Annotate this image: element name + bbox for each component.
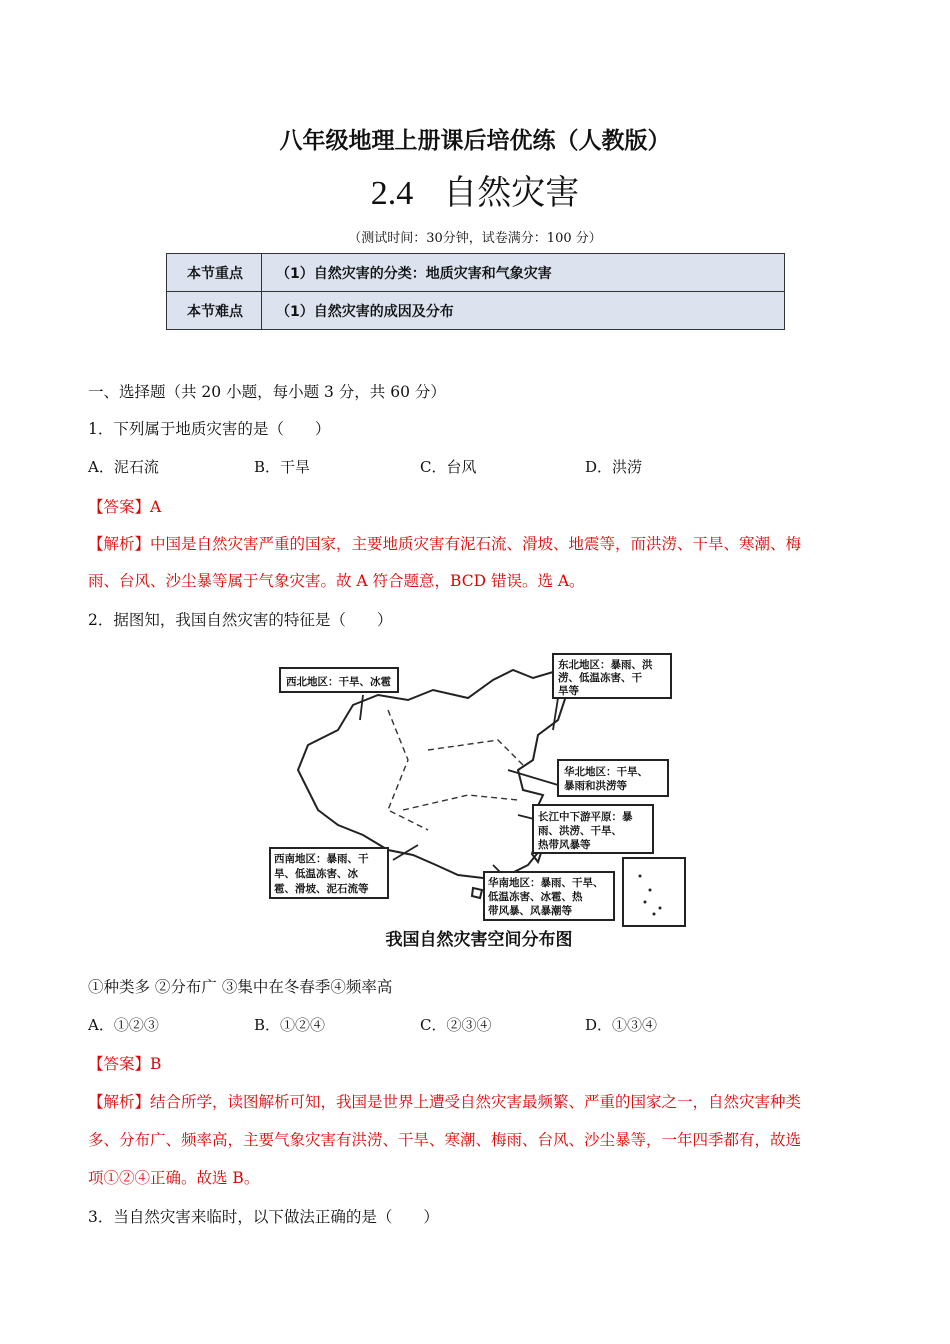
label-yangtze-line: 雨、洪涝、干旱、 (538, 825, 622, 837)
label-yangtze-line: 热带风暴等 (538, 839, 591, 851)
key-points-table (166, 253, 785, 330)
question-3-stem: 3．当自然灾害来临时，以下做法正确的是（ ） (88, 1208, 439, 1226)
q1-option-a: A．泥石流 (88, 458, 159, 476)
q2-analysis-line: 项①②④正确。故选 B。 (88, 1169, 260, 1187)
table-row (167, 254, 785, 292)
label-south-line: 华南地区：暴雨、干旱、 (488, 877, 604, 889)
table-row (167, 292, 785, 330)
q2-analysis-line: 多、分布广、频率高，主要气象灾害有洪涝、干旱、寒潮、梅雨、台风、沙尘暴等，一年四季都有，故选 (88, 1131, 802, 1149)
q2-statements: ①种类多 ②分布广 ③集中在冬春季④频率高 (88, 978, 393, 996)
test-meta: （测试时间：30分钟，试卷满分：100 分） (348, 231, 602, 246)
q2-option-c: C．②③④ (420, 1016, 492, 1034)
q1-option-c: C．台风 (420, 458, 477, 476)
label-southwest-line: 雹、滑坡、泥石流等 (274, 883, 369, 895)
section-heading (0, 165, 950, 214)
question-2-stem: 2．据图知，我国自然灾害的特征是（ ） (88, 611, 393, 629)
hainan-island (472, 888, 482, 898)
label-northwest: 西北地区：干旱、冰雹 (286, 676, 391, 688)
q1-analysis-line: 【解析】中国是自然灾害严重的国家，主要地质灾害有泥石流、滑坡、地震等，而洪涝、干旱、寒潮、梅 (88, 535, 802, 553)
key-point-label: 本节重点 (167, 254, 262, 292)
label-northeast-line: 东北地区：暴雨、洪 (558, 659, 653, 671)
label-north-line: 暴雨和洪涝等 (564, 780, 627, 792)
document-title: 八年级地理上册课后培优练（人教版） (279, 128, 671, 154)
label-south-line: 带风暴、风暴潮等 (488, 905, 572, 917)
q2-option-d: D．①③④ (585, 1016, 658, 1034)
label-southwest-line: 西南地区：暴雨、干 (274, 853, 369, 865)
q2-answer: 【答案】B (88, 1055, 162, 1073)
q2-option-b: B．①②④ (254, 1016, 326, 1034)
label-south-line: 低温冻害、冰雹、热 (488, 891, 583, 903)
q1-analysis-line: 雨、台风、沙尘暴等属于气象灾害。故 A 符合题意，BCD 错误。选 A。 (88, 572, 585, 590)
disaster-map-figure (268, 650, 690, 950)
q1-answer: 【答案】A (88, 498, 162, 516)
section-number: 2.4 (370, 175, 414, 212)
label-north-line: 华北地区：干旱、 (564, 766, 648, 778)
q2-analysis-line: 【解析】结合所学，读图解析可知，我国是世界上遭受自然灾害最频繁、严重的国家之一，自然灾害种类 (88, 1093, 802, 1111)
q1-option-b: B．干旱 (254, 458, 311, 476)
choice-section-heading: 一、选择题（共 20 小题，每小题 3 分，共 60 分） (88, 383, 446, 401)
q1-option-d: D．洪涝 (585, 458, 643, 476)
difficulty-label: 本节难点 (167, 292, 262, 330)
label-southwest-line: 旱、低温冻害、冰 (274, 868, 358, 880)
figure-caption: 我国自然灾害空间分布图 (385, 930, 573, 950)
question-1-stem: 1．下列属于地质灾害的是（ ） (88, 420, 331, 438)
section-title: 自然灾害 (443, 173, 580, 213)
label-northeast-line: 涝、低温冻害、干 (558, 672, 642, 684)
q2-option-a: A．①②③ (88, 1016, 159, 1034)
south-china-sea-inset (623, 858, 685, 926)
difficulty-value: （1）自然灾害的成因及分布 (262, 292, 785, 330)
label-yangtze-line: 长江中下游平原：暴 (538, 811, 633, 823)
china-outline (298, 670, 568, 878)
key-point-value: （1）自然灾害的分类：地质灾害和气象灾害 (262, 254, 785, 292)
label-northeast-line: 旱等 (558, 685, 579, 697)
